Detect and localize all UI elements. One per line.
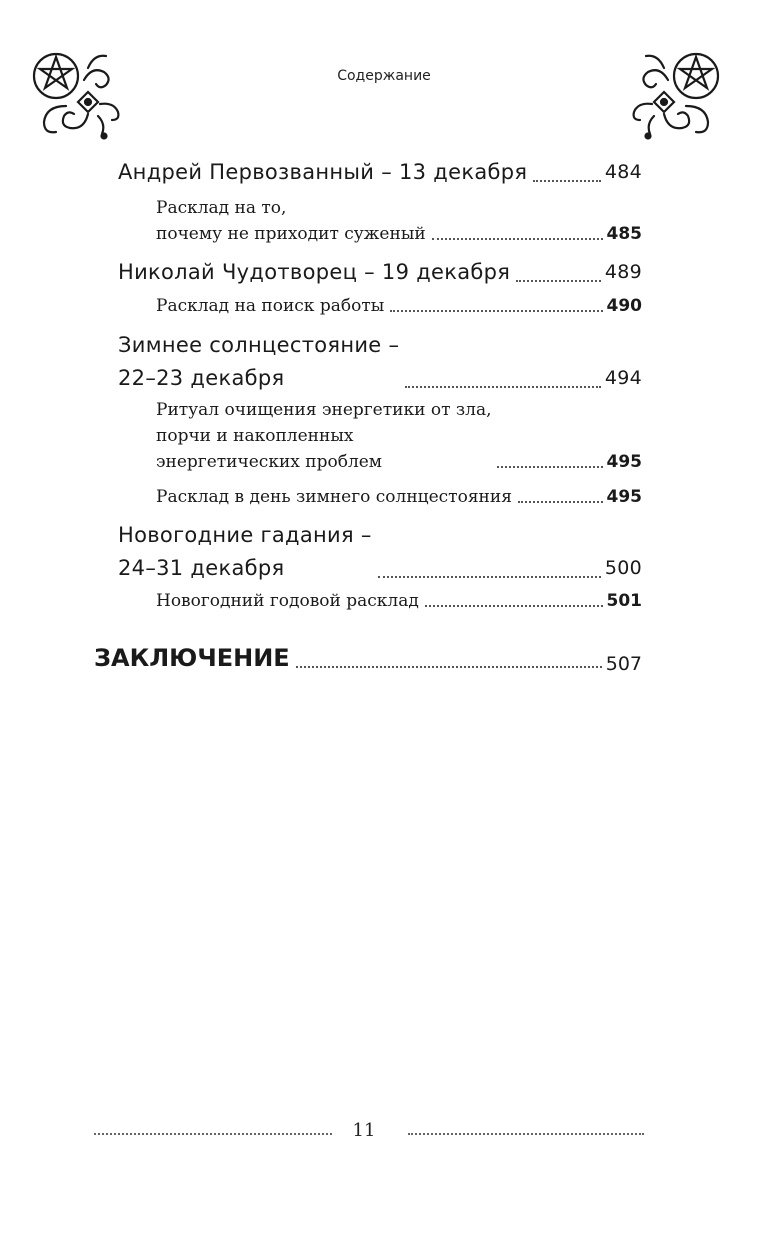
toc-entry-title: Расклад в день зимнего солнцестояния xyxy=(156,487,512,507)
toc-entry-title: Новогодние гадания – 24–31 декабря xyxy=(118,523,372,580)
running-head: Содержание xyxy=(337,68,431,84)
page-number: 11 xyxy=(352,1120,376,1141)
toc-entry-title: Николай Чудотворец – 19 декабря xyxy=(118,260,511,284)
dot-leader xyxy=(497,466,602,468)
dot-leader xyxy=(390,310,602,312)
toc-entry-page: 501 xyxy=(606,591,642,611)
toc-entry-page: 500 xyxy=(604,557,642,579)
toc-entry-page: 485 xyxy=(606,224,642,244)
footer-dotted-rule xyxy=(408,1133,644,1135)
toc-entry[interactable] xyxy=(118,256,642,289)
toc-entry-title: Расклад на то, почему не приходит суженый xyxy=(156,198,426,244)
toc-entry-page: 494 xyxy=(604,367,642,389)
dot-leader xyxy=(533,180,601,182)
dot-leader xyxy=(516,280,601,282)
toc-entry-page: 484 xyxy=(604,161,642,183)
toc-entry[interactable] xyxy=(156,588,642,614)
toc-entry-title: Андрей Первозванный – 13 декабря xyxy=(118,160,528,184)
toc-entry-title: ЗАКЛЮЧЕНИЕ xyxy=(94,644,290,672)
dot-leader xyxy=(425,605,603,607)
toc-entry-page: 495 xyxy=(606,487,642,507)
toc-entry-page: 489 xyxy=(604,261,642,283)
toc-entry[interactable] xyxy=(156,195,642,247)
dot-leader xyxy=(296,666,602,668)
dot-leader xyxy=(518,501,603,503)
toc-entry-title: Новогодний годовой расклад xyxy=(156,591,419,611)
toc-entry[interactable] xyxy=(156,293,642,319)
toc-entry[interactable] xyxy=(156,397,642,475)
toc-entry-page: 495 xyxy=(606,452,642,472)
toc-entry-title: Расклад на поиск работы xyxy=(156,296,385,316)
dot-leader xyxy=(405,386,601,388)
toc-entry-title: Зимнее солнцестояние – 22–23 декабря xyxy=(118,333,400,390)
toc-entry[interactable] xyxy=(156,484,642,510)
toc-entry-page: 490 xyxy=(606,296,642,316)
toc-entry-page: 507 xyxy=(605,653,642,675)
dot-leader xyxy=(378,576,601,578)
footer-dotted-rule xyxy=(94,1133,332,1135)
toc-entry[interactable] xyxy=(118,156,642,189)
toc-entry[interactable] xyxy=(118,329,642,395)
toc-entry-title: Ритуал очищения энергетики от зла, порчи и накопленных энергетических проблем xyxy=(156,400,492,472)
toc-entry[interactable] xyxy=(94,641,642,675)
toc-entry[interactable] xyxy=(118,519,642,585)
dot-leader xyxy=(432,238,603,240)
